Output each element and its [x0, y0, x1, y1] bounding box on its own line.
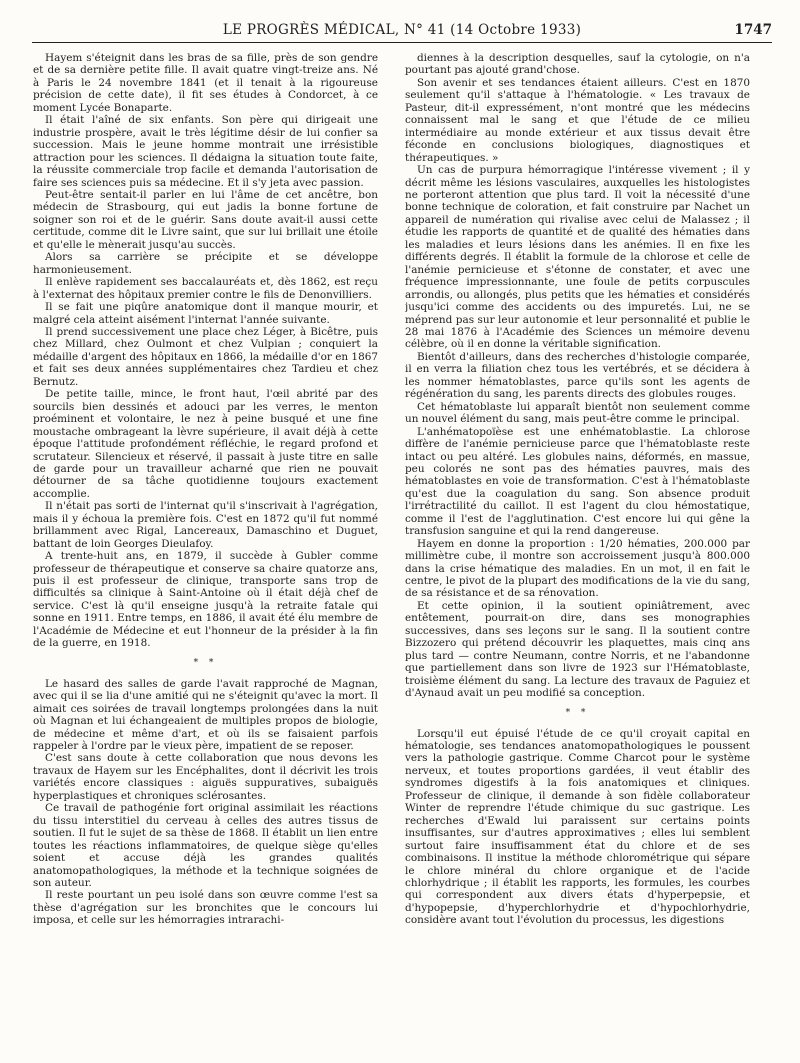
- left-section-1: [33, 52, 378, 650]
- page-header: [32, 22, 772, 43]
- paragraph: Il était l'aîné de six enfants. Son père qui dirigeait une industrie prospère, avait le très légitime désir de lui confier sa succession. Mais le jeune homme montrait une irrésistible attraction pour les sciences. Il dédaigna la situation toute faite, la réussite commerciale trop facile et demanda l'autorisation de faire ses sciences puis sa médecine. Et il s'y jeta avec passion.: [33, 114, 378, 189]
- paragraph: L'anhématopoïèse est une enhématoblastie. La chlorose diffère de l'anémie pernicieuse parce que l'hématoblaste reste intact ou peu altéré. Les globules nains, déformés, en massue, peu colorés ne sont pas des hématies pauvres, mais des hématoblastes en voie de transformation. C'est à l'hématoblaste qu'est due la coagulation du sang. Son absence produit l'irrétractilité du caillot. Il est l'agent du clou hémostatique, comme il l'est de l'agglutination. C'est encore lui qui gêne la transfusion sanguine et qui la rend dangereuse.: [405, 425, 750, 538]
- paragraph: Il n'était pas sorti de l'internat qu'il s'inscrivait à l'agrégation, mais il y échoua la première fois. C'est en 1872 qu'il fut nommé brillamment avec Rigal, Lancereaux, Damaschino et Duguet, battant de loin Georges Dieulafoy.: [33, 500, 378, 550]
- paragraph: Il reste pourtant un peu isolé dans son œuvre comme l'est sa thèse d'agrégation sur les bronchites que le concours lui imposa, et celle sur les hémorragies intrarachi-: [33, 889, 378, 927]
- paragraph: Bientôt d'ailleurs, dans des recherches d'histologie comparée, il en verra la filiation chez tous les vertébrés, et se décidera à les nommer hématoblastes, parce qu'ils sont les agents de régénération du sang, les parents directs des globules rouges.: [405, 350, 750, 401]
- paragraph: Le hasard des salles de garde l'avait rapproché de Magnan, avec qui il se lia d'une amitié qui ne s'éteignit qu'avec la mort. Il aimait ces soirées de travail longtemps prolongées dans la nuit où Magnan et lui échangeaient de multiples propos de biologie, de médecine et même d'art, et où ils se faisaient parfois rappeler à l'ordre par le vieux père, impatient de se reposer.: [33, 677, 378, 753]
- journal-title: LE PROGRÈS MÉDICAL, N° 41 (14 Octobre 1933): [222, 22, 582, 38]
- right-column: [405, 52, 750, 1052]
- paragraph: Et cette opinion, il la soutient opiniâtrement, avec entêtement, pourrait-on dire, dans ses monographies successives, dans ses leçons sur le sang. Il la soutient contre Bizzozero qui prétend découvrir les plaquettes, mais cinq ans plus tard — contre Neumann, contre Norris, et ne l'abandonne que partiellement dans son livre de 1923 sur l'Hématoblaste, troisième élément du sang. La lecture des travaux de Paguiez et d'Aynaud avait un peu modifié sa conception.: [405, 599, 750, 700]
- paragraph: Ce travail de pathogénie fort original assimilait les réactions du tissu interstitiel du cerveau à celles des autres tissus de soutien. Il fut le sujet de sa thèse de 1868. Il établit un lien entre toutes les réactions inflammatoires, de quelque siège qu'elles soient et accuse déjà les grandes qualités anatomopathologiques, la méthode et la technique soignées de son auteur.: [33, 802, 378, 889]
- section-separator: * *: [565, 707, 590, 718]
- left-section-2: [33, 678, 378, 927]
- paragraph: C'est sans doute à cette collaboration que nous devons les travaux de Hayem sur les Encéphalites, dont il décrivit les trois variétés encore classiques : aiguës suppuratives, subaiguës hyperplastiques et chroniques sclérosantes.: [33, 752, 378, 802]
- paragraph: A trente-huit ans, en 1879, il succède à Gubler comme professeur de thérapeutique et conserve sa chaire quatorze ans, puis il est professeur de clinique, transporte sans trop de difficultés sa clinique à Saint-Antoine où il était déjà chef de service. C'est là qu'il enseigne jusqu'à la retraite fatale qui sonne en 1911. Entre temps, en 1886, il avait été élu membre de l'Académie de Médecine et eut l'honneur de la présider à la fin de la guerre, en 1918.: [33, 550, 378, 650]
- paragraph: Il prend successivement une place chez Léger, à Bicêtre, puis chez Millard, chez Oulmont et chez Vulpian ; conquiert la médaille d'argent des hôpitaux en 1866, la médaille d'or en 1867 et fait ses deux années supplémentaires chez Tardieu et chez Bernutz.: [33, 325, 378, 388]
- paragraph: Alors sa carrière se précipite et se développe harmonieusement.: [33, 251, 378, 276]
- paragraph: Hayem s'éteignit dans les bras de sa fille, près de son gendre et de sa dernière petite fille. Il avait quatre vingt-treize ans. Né à Paris le 24 novembre 1841 (et il tenait à la rigoureuse précision de cette date), il fit ses études à Condorcet, à ce moment Lycée Bonaparte.: [33, 52, 378, 114]
- paragraph: Hayem en donne la proportion : 1/20 hématies, 200.000 par millimètre cube, il montre son accroissement jusqu'à 800.000 dans la crise hématique des maladies. En un mot, il en fait le centre, le pivot de la plupart des modifications de la vie du sang, de sa résistance et de sa rénovation.: [405, 537, 750, 600]
- right-section-2: [405, 728, 750, 927]
- right-section-1: [405, 52, 750, 700]
- left-column: [33, 52, 378, 1052]
- paragraph: Cet hématoblaste lui apparaît bientôt non seulement comme un nouvel élément du sang, mais peut-être comme le principal.: [405, 400, 750, 426]
- page-number: 1747: [734, 22, 772, 38]
- paragraph: Lorsqu'il eut épuisé l'étude de ce qu'il croyait capital en hématologie, ses tendances anatomopathologiques le poussent vers la pathologie gastrique. Comme Charcot pour le système nerveux, et toutes proportions gardées, il veut établir des syndromes digestifs à la fois anatomiques et cliniques. Professeur de clinique, il demande à son fidèle collaborateur Winter de reprendre l'étude chimique du suc gastrique. Les recherches d'Ewald lui paraissent sur certains points insuffisantes, sur d'autres approximatives ; elles lui semblent surtout faire insuffisamment état du chlore et de ses combinaisons. Il institue la méthode chlorométrique qui sépare le chlore minéral du chlore organique et de l'acide chlorhydrique ; il établit les rapports, les formules, les courbes qui correspondent aux divers états d'hyperpepsie, et d'hypopepsie, d'hyperchlorhydrie et d'hypochlorhydrie, considère avant tout l'évolution du processus, les digestions: [405, 727, 750, 927]
- paragraph: De petite taille, mince, le front haut, l'œil abrité par des sourcils bien dessinés et adouci par les verres, le menton proéminent et volontaire, le nez à peine busqué et une fine moustache ombrageant la lèvre supérieure, il avait déjà à cette époque l'attitude profondément réfléchie, le regard profond et scrutateur. Silencieux et réservé, il passait à juste titre en salle de garde pour un travailleur acharné que rien ne pouvait détourner de sa tâche quotidienne toujours exactement accomplie.: [33, 388, 378, 500]
- paragraph: Il se fait une piqûre anatomique dont il manque mourir, et malgré cela atteint aisément l'internat l'année suivante.: [33, 301, 378, 326]
- section-separator: * *: [193, 657, 218, 668]
- paragraph: diennes à la description desquelles, sauf la cytologie, on n'a pourtant pas ajouté grand'chose.: [405, 52, 750, 77]
- paragraph: Son avenir et ses tendances étaient ailleurs. C'est en 1870 seulement qu'il s'attaque à l'hématologie. « Les travaux de Pasteur, dit-il expressément, n'ont montré que les médecins connaissent mal le sang et que l'étude de ce milieu intermédiaire au monde extérieur et aux tissus devait être féconde en conclusions biologiques, diagnostiques et thérapeutiques. »: [405, 76, 750, 164]
- paragraph: Il enlève rapidement ses baccalauréats et, dès 1862, est reçu à l'externat des hôpitaux premier contre le fils de Denonvilliers.: [33, 276, 378, 301]
- paragraph: Un cas de purpura hémorragique l'intéresse vivement ; il y décrit même les lésions vasculaires, auxquelles les histologistes ne porteront attention que plus tard. Il voit la nécessité d'une bonne technique de coloration, et fait construire par Nachet un appareil de numération qui rivalise avec celui de Malassez ; il étudie les rapports de quantité et de qualité des hématies dans les maladies et leurs lésions dans les anémies. Il en fixe les différents degrés. Il établit la formule de la chlorose et celle de l'anémie pernicieuse et s'étonne de constater, et avec une fréquence impressionnante, une foule de petits corpuscules arrondis, ou allongés, plus petits que les hématies et considérés jusqu'ici comme des accidents ou des impuretés. Lui, ne se méprend pas sur leur autonomie et leur personnalité et publie le 28 mai 1876 à l'Académie des Sciences un mémoire devenu célèbre, où il en donne la véritable signification.: [405, 164, 750, 351]
- paragraph: Peut-être sentait-il parler en lui l'âme de cet ancêtre, bon médecin de Strasbourg, qui eut jadis la bonne fortune de soigner son roi et de le guérir. Sans doute avait-il aussi cette certitude, comme dit le Livre saint, que sur lui brillait une étoile et qu'elle le mènerait jusqu'au succès.: [33, 188, 378, 251]
